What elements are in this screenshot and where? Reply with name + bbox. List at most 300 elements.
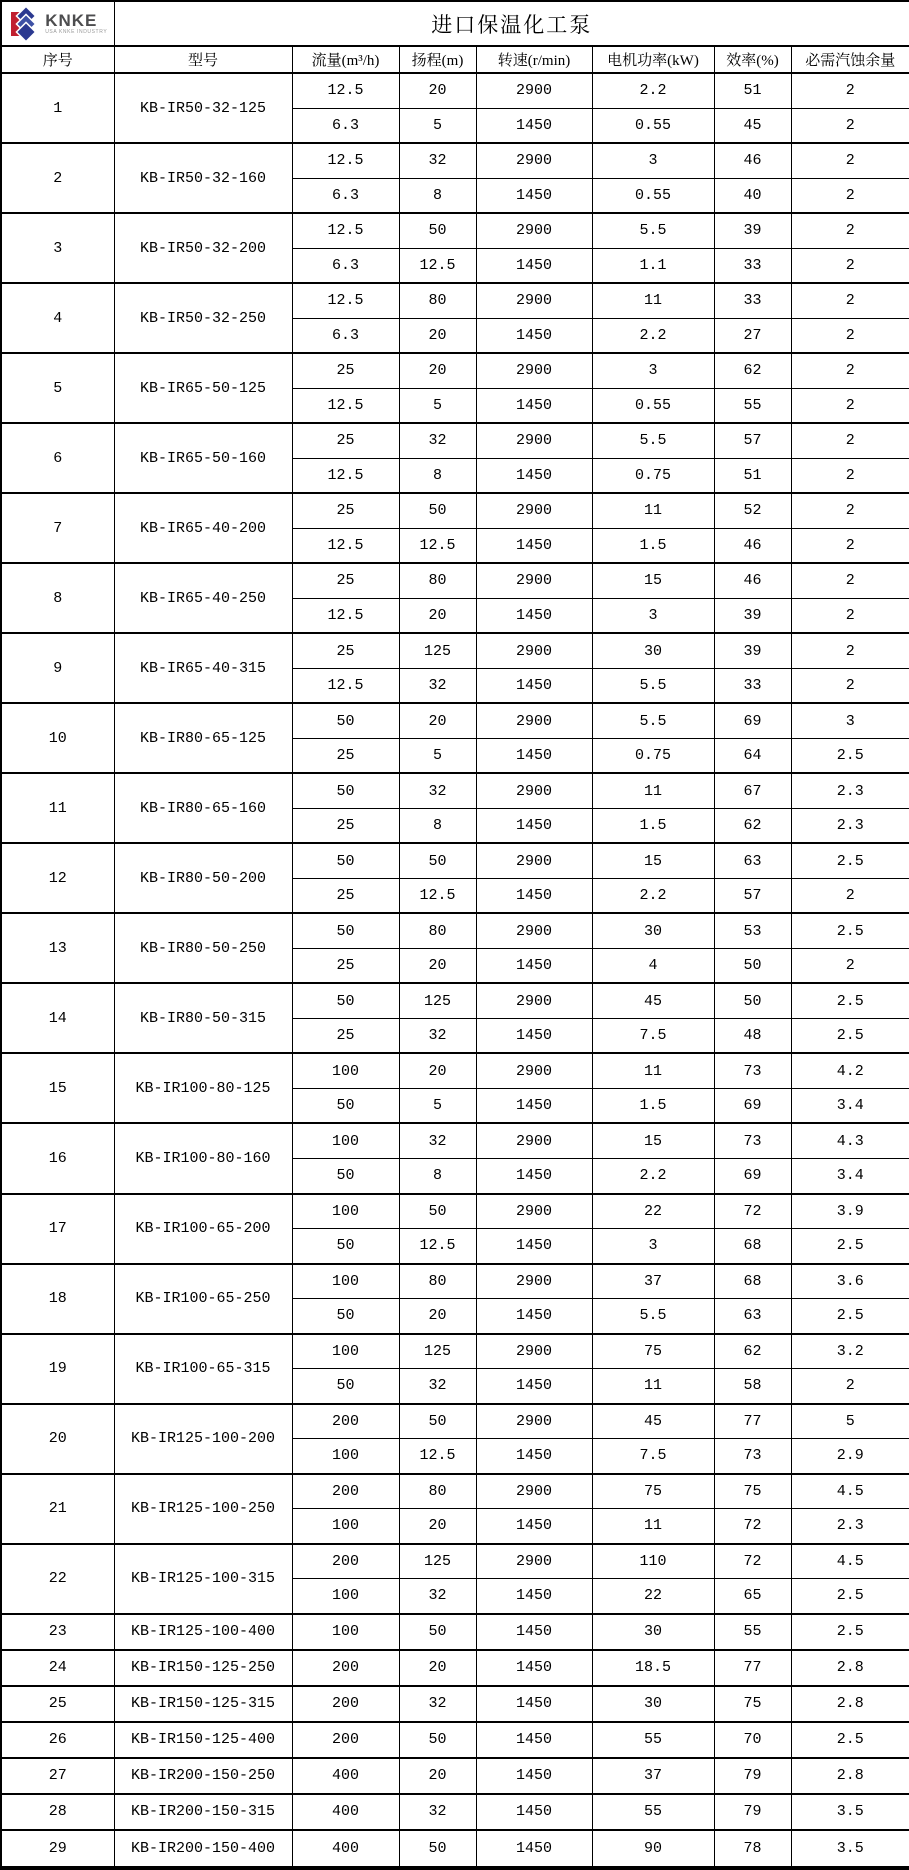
data-cell: 1450 bbox=[476, 1758, 592, 1794]
data-cell: 1450 bbox=[476, 1158, 592, 1193]
data-cell: 55 bbox=[714, 1614, 791, 1650]
data-cell: 3.2 bbox=[791, 1334, 909, 1369]
data-cell: 2.2 bbox=[592, 1158, 714, 1193]
data-cell: 1450 bbox=[476, 1722, 592, 1758]
data-cell: 25 bbox=[292, 633, 399, 668]
model-cell: KB-IR125-100-315 bbox=[114, 1544, 292, 1614]
data-cell: 1.5 bbox=[592, 1088, 714, 1123]
data-cell: 2.8 bbox=[791, 1686, 909, 1722]
data-cell: 50 bbox=[292, 1088, 399, 1123]
data-cell: 400 bbox=[292, 1830, 399, 1869]
data-cell: 80 bbox=[399, 913, 476, 948]
data-cell: 2 bbox=[791, 388, 909, 423]
data-cell: 2.5 bbox=[791, 1579, 909, 1614]
data-cell: 72 bbox=[714, 1194, 791, 1229]
column-header-5: 转速(r/min) bbox=[476, 46, 592, 73]
data-cell: 65 bbox=[714, 1579, 791, 1614]
data-cell: 12.5 bbox=[292, 668, 399, 703]
table-row bbox=[1, 563, 909, 598]
data-cell: 50 bbox=[292, 1369, 399, 1404]
table-row bbox=[1, 73, 909, 108]
data-cell: 100 bbox=[292, 1264, 399, 1299]
data-cell: 46 bbox=[714, 528, 791, 563]
data-cell: 90 bbox=[592, 1830, 714, 1869]
data-cell: 50 bbox=[399, 213, 476, 248]
data-cell: 20 bbox=[399, 1650, 476, 1686]
data-cell: 5.5 bbox=[592, 668, 714, 703]
data-cell: 6.3 bbox=[292, 248, 399, 283]
data-cell: 3.6 bbox=[791, 1264, 909, 1299]
data-cell: 2900 bbox=[476, 983, 592, 1018]
serial-cell: 14 bbox=[1, 983, 114, 1053]
data-cell: 55 bbox=[592, 1794, 714, 1830]
data-cell: 2900 bbox=[476, 563, 592, 598]
data-cell: 1450 bbox=[476, 178, 592, 213]
data-cell: 0.55 bbox=[592, 108, 714, 143]
data-cell: 1450 bbox=[476, 808, 592, 843]
data-cell: 12.5 bbox=[399, 1439, 476, 1474]
serial-cell: 13 bbox=[1, 913, 114, 983]
table-row bbox=[1, 1123, 909, 1158]
data-cell: 32 bbox=[399, 1794, 476, 1830]
serial-cell: 7 bbox=[1, 493, 114, 563]
table-row bbox=[1, 143, 909, 178]
data-cell: 62 bbox=[714, 353, 791, 388]
column-header-1: 序号 bbox=[1, 46, 114, 73]
data-cell: 5 bbox=[791, 1404, 909, 1439]
data-cell: 2 bbox=[791, 563, 909, 598]
serial-cell: 25 bbox=[1, 1686, 114, 1722]
data-cell: 79 bbox=[714, 1758, 791, 1794]
data-cell: 69 bbox=[714, 1158, 791, 1193]
data-cell: 11 bbox=[592, 493, 714, 528]
data-cell: 2.2 bbox=[592, 878, 714, 913]
model-cell: KB-IR65-40-315 bbox=[114, 633, 292, 703]
data-cell: 5 bbox=[399, 388, 476, 423]
table-row bbox=[1, 1686, 909, 1722]
data-cell: 100 bbox=[292, 1123, 399, 1158]
data-cell: 50 bbox=[399, 1404, 476, 1439]
table-row bbox=[1, 1404, 909, 1439]
data-cell: 69 bbox=[714, 1088, 791, 1123]
serial-cell: 15 bbox=[1, 1053, 114, 1123]
serial-cell: 11 bbox=[1, 773, 114, 843]
serial-cell: 9 bbox=[1, 633, 114, 703]
data-cell: 50 bbox=[714, 948, 791, 983]
data-cell: 2900 bbox=[476, 283, 592, 318]
table-row bbox=[1, 1474, 909, 1509]
data-cell: 55 bbox=[592, 1722, 714, 1758]
data-cell: 3.5 bbox=[791, 1794, 909, 1830]
data-cell: 2900 bbox=[476, 773, 592, 808]
model-cell: KB-IR65-50-125 bbox=[114, 353, 292, 423]
data-cell: 32 bbox=[399, 1579, 476, 1614]
data-cell: 2900 bbox=[476, 1544, 592, 1579]
data-cell: 22 bbox=[592, 1194, 714, 1229]
data-cell: 8 bbox=[399, 808, 476, 843]
serial-cell: 5 bbox=[1, 353, 114, 423]
data-cell: 30 bbox=[592, 1614, 714, 1650]
data-cell: 8 bbox=[399, 458, 476, 493]
data-cell: 4.5 bbox=[791, 1544, 909, 1579]
data-cell: 1450 bbox=[476, 1018, 592, 1053]
data-cell: 1450 bbox=[476, 1614, 592, 1650]
data-cell: 78 bbox=[714, 1830, 791, 1869]
data-cell: 2900 bbox=[476, 1264, 592, 1299]
data-cell: 50 bbox=[292, 1229, 399, 1264]
data-cell: 11 bbox=[592, 1053, 714, 1088]
data-cell: 2 bbox=[791, 1369, 909, 1404]
data-cell: 11 bbox=[592, 1369, 714, 1404]
column-header-3: 流量(m³/h) bbox=[292, 46, 399, 73]
serial-cell: 1 bbox=[1, 73, 114, 143]
data-cell: 1450 bbox=[476, 1650, 592, 1686]
data-cell: 12.5 bbox=[399, 248, 476, 283]
model-cell: KB-IR80-50-250 bbox=[114, 913, 292, 983]
data-cell: 57 bbox=[714, 878, 791, 913]
data-cell: 2900 bbox=[476, 213, 592, 248]
data-cell: 400 bbox=[292, 1794, 399, 1830]
data-cell: 79 bbox=[714, 1794, 791, 1830]
table-row bbox=[1, 1650, 909, 1686]
model-cell: KB-IR125-100-200 bbox=[114, 1404, 292, 1474]
data-cell: 12.5 bbox=[292, 73, 399, 108]
data-cell: 11 bbox=[592, 1509, 714, 1544]
model-cell: KB-IR50-32-200 bbox=[114, 213, 292, 283]
data-cell: 75 bbox=[592, 1334, 714, 1369]
column-header-2: 型号 bbox=[114, 46, 292, 73]
data-cell: 69 bbox=[714, 703, 791, 738]
data-cell: 2 bbox=[791, 213, 909, 248]
data-cell: 2900 bbox=[476, 1123, 592, 1158]
data-cell: 68 bbox=[714, 1229, 791, 1264]
data-cell: 4.3 bbox=[791, 1123, 909, 1158]
data-cell: 45 bbox=[592, 983, 714, 1018]
data-cell: 57 bbox=[714, 423, 791, 458]
model-cell: KB-IR100-80-160 bbox=[114, 1123, 292, 1193]
serial-cell: 21 bbox=[1, 1474, 114, 1544]
data-cell: 1450 bbox=[476, 248, 592, 283]
data-cell: 12.5 bbox=[399, 528, 476, 563]
data-cell: 2.3 bbox=[791, 808, 909, 843]
data-cell: 2 bbox=[791, 493, 909, 528]
data-cell: 77 bbox=[714, 1650, 791, 1686]
data-cell: 25 bbox=[292, 493, 399, 528]
model-cell: KB-IR50-32-125 bbox=[114, 73, 292, 143]
data-cell: 1450 bbox=[476, 318, 592, 353]
model-cell: KB-IR50-32-250 bbox=[114, 283, 292, 353]
data-cell: 2900 bbox=[476, 423, 592, 458]
data-cell: 37 bbox=[592, 1264, 714, 1299]
model-cell: KB-IR50-32-160 bbox=[114, 143, 292, 213]
model-cell: KB-IR200-150-315 bbox=[114, 1794, 292, 1830]
model-cell: KB-IR80-50-315 bbox=[114, 983, 292, 1053]
data-cell: 18.5 bbox=[592, 1650, 714, 1686]
model-cell: KB-IR65-40-200 bbox=[114, 493, 292, 563]
data-cell: 3 bbox=[791, 703, 909, 738]
data-cell: 5 bbox=[399, 108, 476, 143]
data-cell: 80 bbox=[399, 1474, 476, 1509]
data-cell: 1450 bbox=[476, 1794, 592, 1830]
serial-cell: 10 bbox=[1, 703, 114, 773]
data-cell: 2.8 bbox=[791, 1758, 909, 1794]
data-cell: 50 bbox=[714, 983, 791, 1018]
model-cell: KB-IR100-65-315 bbox=[114, 1334, 292, 1404]
model-cell: KB-IR125-100-400 bbox=[114, 1614, 292, 1650]
data-cell: 3.9 bbox=[791, 1194, 909, 1229]
data-cell: 70 bbox=[714, 1722, 791, 1758]
data-cell: 3 bbox=[592, 353, 714, 388]
data-cell: 2900 bbox=[476, 493, 592, 528]
data-cell: 12.5 bbox=[292, 598, 399, 633]
logo-cell bbox=[1, 1, 114, 46]
data-cell: 8 bbox=[399, 178, 476, 213]
model-cell: KB-IR200-150-250 bbox=[114, 1758, 292, 1794]
serial-cell: 4 bbox=[1, 283, 114, 353]
data-cell: 80 bbox=[399, 283, 476, 318]
data-cell: 2 bbox=[791, 248, 909, 283]
table-row bbox=[1, 1053, 909, 1088]
data-cell: 7.5 bbox=[592, 1439, 714, 1474]
data-cell: 200 bbox=[292, 1686, 399, 1722]
data-cell: 2.5 bbox=[791, 913, 909, 948]
data-cell: 2 bbox=[791, 178, 909, 213]
data-cell: 12.5 bbox=[292, 283, 399, 318]
data-cell: 1450 bbox=[476, 668, 592, 703]
data-cell: 2.5 bbox=[791, 738, 909, 773]
data-cell: 5 bbox=[399, 1088, 476, 1123]
knke-logo bbox=[4, 8, 112, 40]
data-cell: 20 bbox=[399, 598, 476, 633]
data-cell: 100 bbox=[292, 1614, 399, 1650]
data-cell: 0.75 bbox=[592, 458, 714, 493]
data-cell: 1450 bbox=[476, 1439, 592, 1474]
table-row bbox=[1, 1794, 909, 1830]
data-cell: 40 bbox=[714, 178, 791, 213]
serial-cell: 16 bbox=[1, 1123, 114, 1193]
data-cell: 8 bbox=[399, 1158, 476, 1193]
serial-cell: 6 bbox=[1, 423, 114, 493]
knke-logo-mark-icon bbox=[8, 8, 42, 40]
data-cell: 5 bbox=[399, 738, 476, 773]
data-cell: 2 bbox=[791, 878, 909, 913]
data-cell: 32 bbox=[399, 668, 476, 703]
data-cell: 50 bbox=[292, 1299, 399, 1334]
data-cell: 200 bbox=[292, 1650, 399, 1686]
data-cell: 6.3 bbox=[292, 108, 399, 143]
data-cell: 5.5 bbox=[592, 1299, 714, 1334]
model-cell: KB-IR100-80-125 bbox=[114, 1053, 292, 1123]
data-cell: 20 bbox=[399, 318, 476, 353]
data-cell: 2 bbox=[791, 283, 909, 318]
serial-cell: 26 bbox=[1, 1722, 114, 1758]
data-cell: 1450 bbox=[476, 598, 592, 633]
serial-cell: 19 bbox=[1, 1334, 114, 1404]
data-cell: 11 bbox=[592, 773, 714, 808]
data-cell: 12.5 bbox=[292, 213, 399, 248]
data-cell: 25 bbox=[292, 353, 399, 388]
data-cell: 200 bbox=[292, 1722, 399, 1758]
page-title: 进口保温化工泵 bbox=[114, 1, 909, 46]
data-cell: 4 bbox=[592, 948, 714, 983]
data-cell: 33 bbox=[714, 283, 791, 318]
data-cell: 1450 bbox=[476, 108, 592, 143]
data-cell: 39 bbox=[714, 598, 791, 633]
data-cell: 2900 bbox=[476, 1053, 592, 1088]
data-cell: 2 bbox=[791, 353, 909, 388]
data-cell: 0.55 bbox=[592, 388, 714, 423]
data-cell: 20 bbox=[399, 1509, 476, 1544]
serial-cell: 12 bbox=[1, 843, 114, 913]
data-cell: 1450 bbox=[476, 528, 592, 563]
data-cell: 62 bbox=[714, 1334, 791, 1369]
data-cell: 400 bbox=[292, 1758, 399, 1794]
data-cell: 7.5 bbox=[592, 1018, 714, 1053]
data-cell: 2 bbox=[791, 668, 909, 703]
data-cell: 50 bbox=[399, 493, 476, 528]
table-row bbox=[1, 423, 909, 458]
data-cell: 1450 bbox=[476, 948, 592, 983]
data-cell: 25 bbox=[292, 423, 399, 458]
data-cell: 80 bbox=[399, 563, 476, 598]
data-cell: 25 bbox=[292, 563, 399, 598]
data-cell: 33 bbox=[714, 248, 791, 283]
data-cell: 5.5 bbox=[592, 703, 714, 738]
data-cell: 2.2 bbox=[592, 73, 714, 108]
data-cell: 75 bbox=[714, 1474, 791, 1509]
data-cell: 1450 bbox=[476, 878, 592, 913]
data-cell: 20 bbox=[399, 948, 476, 983]
data-cell: 53 bbox=[714, 913, 791, 948]
table-row bbox=[1, 213, 909, 248]
data-cell: 50 bbox=[399, 1194, 476, 1229]
table-row bbox=[1, 983, 909, 1018]
data-cell: 2.8 bbox=[791, 1650, 909, 1686]
data-cell: 39 bbox=[714, 213, 791, 248]
data-cell: 6.3 bbox=[292, 178, 399, 213]
data-cell: 1450 bbox=[476, 1830, 592, 1869]
data-cell: 100 bbox=[292, 1509, 399, 1544]
data-cell: 33 bbox=[714, 668, 791, 703]
data-cell: 25 bbox=[292, 738, 399, 773]
data-cell: 72 bbox=[714, 1544, 791, 1579]
data-cell: 2.5 bbox=[791, 1299, 909, 1334]
data-cell: 30 bbox=[592, 1686, 714, 1722]
data-cell: 32 bbox=[399, 1686, 476, 1722]
data-cell: 32 bbox=[399, 143, 476, 178]
data-cell: 5.5 bbox=[592, 213, 714, 248]
data-cell: 2.5 bbox=[791, 983, 909, 1018]
serial-cell: 28 bbox=[1, 1794, 114, 1830]
data-cell: 32 bbox=[399, 773, 476, 808]
data-cell: 2900 bbox=[476, 1474, 592, 1509]
model-cell: KB-IR100-65-200 bbox=[114, 1194, 292, 1264]
data-cell: 1450 bbox=[476, 1369, 592, 1404]
data-cell: 3 bbox=[592, 598, 714, 633]
data-cell: 125 bbox=[399, 1544, 476, 1579]
data-cell: 2900 bbox=[476, 1404, 592, 1439]
model-cell: KB-IR65-50-160 bbox=[114, 423, 292, 493]
data-cell: 48 bbox=[714, 1018, 791, 1053]
data-cell: 73 bbox=[714, 1439, 791, 1474]
data-cell: 72 bbox=[714, 1509, 791, 1544]
data-cell: 3.4 bbox=[791, 1088, 909, 1123]
data-cell: 3.4 bbox=[791, 1158, 909, 1193]
data-cell: 50 bbox=[399, 1722, 476, 1758]
data-cell: 2 bbox=[791, 598, 909, 633]
data-cell: 2900 bbox=[476, 1194, 592, 1229]
data-cell: 200 bbox=[292, 1474, 399, 1509]
data-cell: 100 bbox=[292, 1334, 399, 1369]
data-cell: 100 bbox=[292, 1194, 399, 1229]
data-cell: 32 bbox=[399, 1369, 476, 1404]
table-row bbox=[1, 1544, 909, 1579]
table-row bbox=[1, 1722, 909, 1758]
data-cell: 80 bbox=[399, 1264, 476, 1299]
data-cell: 1450 bbox=[476, 738, 592, 773]
data-cell: 2 bbox=[791, 948, 909, 983]
data-cell: 125 bbox=[399, 1334, 476, 1369]
data-cell: 32 bbox=[399, 1123, 476, 1158]
table-row bbox=[1, 1264, 909, 1299]
data-cell: 50 bbox=[292, 1158, 399, 1193]
data-cell: 2.5 bbox=[791, 1018, 909, 1053]
data-cell: 63 bbox=[714, 843, 791, 878]
column-header-6: 电机功率(kW) bbox=[592, 46, 714, 73]
data-cell: 2.3 bbox=[791, 773, 909, 808]
data-cell: 2 bbox=[791, 633, 909, 668]
data-cell: 50 bbox=[292, 703, 399, 738]
data-cell: 73 bbox=[714, 1053, 791, 1088]
data-cell: 20 bbox=[399, 1758, 476, 1794]
data-cell: 15 bbox=[592, 843, 714, 878]
data-cell: 0.55 bbox=[592, 178, 714, 213]
data-cell: 4.2 bbox=[791, 1053, 909, 1088]
data-cell: 12.5 bbox=[292, 528, 399, 563]
data-cell: 125 bbox=[399, 983, 476, 1018]
data-cell: 2900 bbox=[476, 843, 592, 878]
data-cell: 110 bbox=[592, 1544, 714, 1579]
data-cell: 50 bbox=[292, 983, 399, 1018]
data-cell: 25 bbox=[292, 1018, 399, 1053]
data-cell: 2900 bbox=[476, 913, 592, 948]
column-header-row bbox=[1, 46, 909, 73]
column-header-7: 效率(%) bbox=[714, 46, 791, 73]
data-cell: 46 bbox=[714, 563, 791, 598]
data-cell: 30 bbox=[592, 913, 714, 948]
data-cell: 30 bbox=[592, 633, 714, 668]
data-cell: 0.75 bbox=[592, 738, 714, 773]
data-cell: 11 bbox=[592, 283, 714, 318]
table-row bbox=[1, 353, 909, 388]
data-cell: 45 bbox=[592, 1404, 714, 1439]
serial-cell: 23 bbox=[1, 1614, 114, 1650]
table-row bbox=[1, 913, 909, 948]
data-cell: 100 bbox=[292, 1053, 399, 1088]
data-cell: 63 bbox=[714, 1299, 791, 1334]
data-cell: 37 bbox=[592, 1758, 714, 1794]
serial-cell: 20 bbox=[1, 1404, 114, 1474]
data-cell: 100 bbox=[292, 1579, 399, 1614]
data-cell: 1.5 bbox=[592, 808, 714, 843]
serial-cell: 27 bbox=[1, 1758, 114, 1794]
table-row bbox=[1, 843, 909, 878]
data-cell: 50 bbox=[292, 843, 399, 878]
data-cell: 50 bbox=[399, 843, 476, 878]
data-cell: 12.5 bbox=[292, 458, 399, 493]
data-cell: 2 bbox=[791, 318, 909, 353]
data-cell: 2900 bbox=[476, 703, 592, 738]
